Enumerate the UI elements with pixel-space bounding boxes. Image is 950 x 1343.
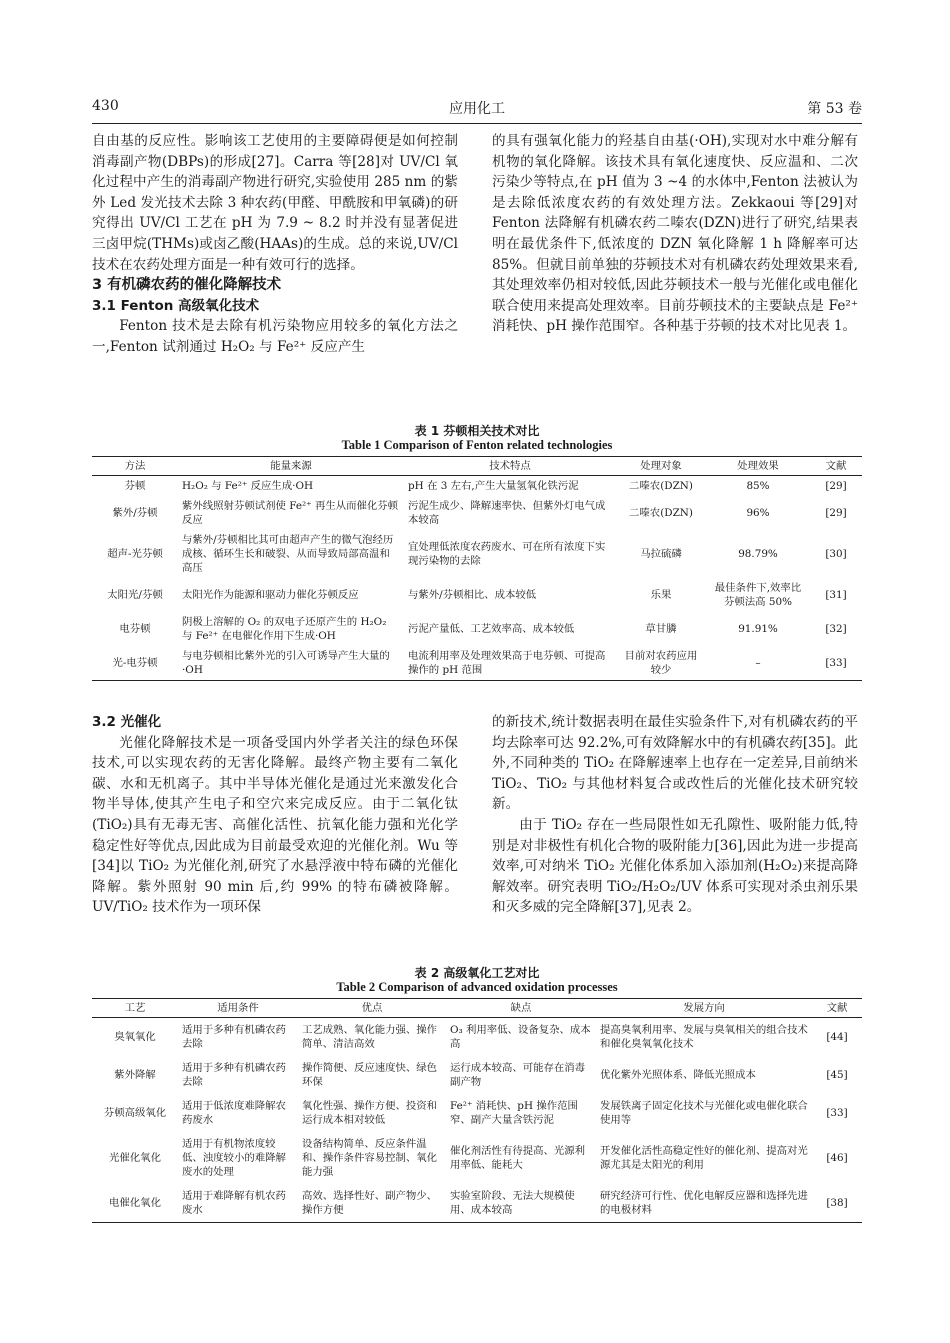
table1-header: 技术特点 xyxy=(404,457,616,476)
table1-header: 方法 xyxy=(92,457,178,476)
table-cell: 适用于有机物浓度较低、浊度较小的难降解废水的处理 xyxy=(182,1138,286,1178)
table-cell: 光-电芬顿 xyxy=(92,646,178,681)
table2-header: 文献 xyxy=(812,999,862,1018)
table-cell: [33] xyxy=(826,1107,848,1119)
volume-label: 第 53 卷 xyxy=(807,101,862,117)
table-cell: 发展铁离子固定化技术与光催化或电催化联合使用等 xyxy=(600,1100,808,1126)
table-cell: 光催化氧化 xyxy=(109,1152,161,1164)
table-cell: 最佳条件下,效率比芬顿法高 50% xyxy=(714,582,802,608)
table1 xyxy=(92,456,862,681)
table-row xyxy=(92,1056,862,1094)
table-cell: 二嗪农(DZN) xyxy=(629,480,693,492)
table-cell: 芬顿高级氧化 xyxy=(103,1107,167,1119)
table-cell: 污泥生成少、降解速率快、但紫外灯电气成本较高 xyxy=(408,500,606,526)
table-cell: 与紫外/芬顿相比其可由超声产生的微气泡经历成核、循环生长和破裂、从而导致局部高温和高压 xyxy=(182,534,394,574)
table-cell: Fe²⁺ 消耗快、pH 操作范围窄、副产大量含铁污泥 xyxy=(450,1100,578,1126)
table-row xyxy=(92,530,862,578)
table2-header: 优点 xyxy=(298,999,446,1018)
table-cell: 高效、选择性好、副产物少、操作方便 xyxy=(298,1184,446,1223)
table-cell: 与电芬顿相比紫外光的引入可诱导产生大量的·OH xyxy=(178,646,404,681)
table2-caption-en: Table 2 Comparison of advanced oxidation processes xyxy=(336,980,618,994)
table1-caption xyxy=(92,424,862,452)
table-cell: 宜处理低浓度农药废水、可在所有浓度下实现污染物的去除 xyxy=(408,541,606,567)
table-cell: pH 在 3 左右,产生大量氢氧化铁污泥 xyxy=(408,480,579,492)
table-cell: 适用于难降解有机农药废水 xyxy=(178,1184,298,1223)
table-cell: 96% xyxy=(746,507,770,519)
table1-header: 文献 xyxy=(810,457,862,476)
table-cell: 臭氧氧化 xyxy=(114,1031,156,1043)
table-cell: [33] xyxy=(810,646,862,681)
paragraph-uvcl: 自由基的反应性。影响该工艺使用的主要障碍便是如何控制消毒副产物(DBPs)的形成[27]。Carra 等[28]对 UV/Cl 氧化过程中产生的消毒副产物进行研究,实验使用 285 nm 的紫外 Led 发光技术去除 3 种农药(甲醛、甲酰胺和甲氧磷)的研究得出 UV/Cl 工艺在 pH 为 7.9 ~ 8.2 时并没有显著促进三卤甲烷(THMs)或卤乙酸(HAAs)的生成。总的来说,UV/Cl 技术在农药处理方面是一种有效可行的选择。 xyxy=(92,133,458,273)
table-cell: 适用于低浓度难降解农药废水 xyxy=(182,1100,286,1126)
table-row xyxy=(92,612,862,646)
table-cell: 紫外线照射芬顿试剂使 Fe²⁺ 再生从而催化芬顿反应 xyxy=(182,500,399,526)
paragraph-fenton-intro: Fenton 技术是去除有机污染物应用较多的氧化方法之一,Fenton 试剂通过 H₂O₂ 与 Fe²⁺ 反应产生 xyxy=(92,318,458,355)
table2-header: 缺点 xyxy=(446,999,596,1018)
table-row xyxy=(92,1018,862,1057)
table-cell: [30] xyxy=(825,548,847,560)
table-cell: 91.91% xyxy=(738,623,778,635)
journal-title: 应用化工 xyxy=(449,101,505,117)
table1-header: 处理对象 xyxy=(616,457,706,476)
left-column-mid xyxy=(92,712,458,918)
table1-caption-en: Table 1 Comparison of Fenton related technologies xyxy=(341,438,613,452)
table-row xyxy=(92,1184,862,1223)
table-cell: [46] xyxy=(826,1152,848,1164)
table1-header: 能量来源 xyxy=(178,457,404,476)
section-3-1-heading: 3.1 Fenton 高级氧化技术 xyxy=(92,297,260,314)
table-cell: 研究经济可行性、优化电解反应器和选择先进的电极材料 xyxy=(596,1184,812,1223)
table-cell: 乐果 xyxy=(650,589,672,601)
table-cell: 目前对农药应用较少 xyxy=(616,646,706,681)
table-cell: – xyxy=(706,646,810,681)
running-header xyxy=(92,98,862,120)
table-row xyxy=(92,578,862,612)
table-row xyxy=(92,496,862,530)
table-cell: [29] xyxy=(825,507,847,519)
table-cell: 85% xyxy=(746,480,770,492)
table-cell: 适用于多种有机磷农药去除 xyxy=(182,1062,286,1088)
table-cell: 工艺成熟、氧化能力强、操作简单、清洁高效 xyxy=(302,1024,438,1050)
table-cell: 运行成本较高、可能存在消毒副产物 xyxy=(450,1062,586,1088)
table-cell: 设备结构简单、反应条件温和、操作条件容易控制、氧化能力强 xyxy=(302,1138,438,1178)
header-rule xyxy=(92,123,862,124)
paragraph-tio2-rate: 的新技术,统计数据表明在最佳实验条件下,对有机磷农药的平均去除率可达 92.2%,可有效降解水中的有机磷农药[35]。此外,不同种类的 TiO₂ 在降解速率上也存在一定差异,目前纳米 TiO₂、TiO₂ 与其他材料复合或改性后的光催化技术研究较新。 xyxy=(492,714,858,813)
table-cell: 催化剂活性有待提高、光源利用率低、能耗大 xyxy=(450,1145,586,1171)
table-cell: [38] xyxy=(812,1184,862,1223)
table-cell: 实验室阶段、无法大规模使用、成本较高 xyxy=(446,1184,596,1223)
table-cell: [44] xyxy=(826,1031,848,1043)
table-cell: O₃ 利用率低、设备复杂、成本高 xyxy=(450,1024,591,1050)
table-cell: 污泥产量低、工艺效率高、成本较低 xyxy=(408,623,575,635)
table-cell: 二嗪农(DZN) xyxy=(629,507,693,519)
table-cell: 草甘膦 xyxy=(645,623,677,635)
right-column-top xyxy=(492,131,858,337)
table-row xyxy=(92,476,862,497)
table-cell: [45] xyxy=(826,1069,848,1081)
table2-caption-cn: 表 2 高级氧化工艺对比 xyxy=(414,966,540,980)
table-cell: 太阳光/芬顿 xyxy=(107,589,163,601)
table-cell: 电催化氧化 xyxy=(92,1184,178,1223)
table-cell: 与紫外/芬顿相比、成本较低 xyxy=(408,589,537,601)
table-cell: 太阳光作为能源和驱动力催化芬顿反应 xyxy=(182,589,359,601)
table-cell: 提高臭氧利用率、发展与臭氧相关的组合技术和催化臭氧氧化技术 xyxy=(600,1024,808,1050)
table1-header-row xyxy=(92,457,862,476)
table-cell: 阴极上溶解的 O₂ 的双电子还原产生的 H₂O₂ 与 Fe²⁺ 在电催化作用下生成·OH xyxy=(182,616,387,642)
table-cell: 电流利用率及处理效果高于电芬顿、可提高操作的 pH 范围 xyxy=(404,646,616,681)
table-cell: [32] xyxy=(825,623,847,635)
left-column-top xyxy=(92,131,458,358)
table-cell: 紫外降解 xyxy=(114,1069,156,1081)
section-3-2-heading: 3.2 光催化 xyxy=(92,714,162,730)
table-cell: 芬顿 xyxy=(124,480,146,492)
table-cell: [31] xyxy=(825,589,847,601)
table-cell: 电芬顿 xyxy=(119,623,151,635)
table-cell: H₂O₂ 与 Fe²⁺ 反应生成·OH xyxy=(182,480,314,492)
section-3-heading: 3 有机磷农药的催化降解技术 xyxy=(92,277,282,294)
table-row xyxy=(92,646,862,681)
table-row xyxy=(92,1132,862,1184)
paragraph-tio2-additive: 由于 TiO₂ 存在一些局限性如无孔隙性、吸附能力低,特别是对非极性有机化合物的吸附能力[36],因此为进一步提高效率,可对纳米 TiO₂ 光催化体系加入添加剂(H₂O₂)来提高降解效率。研究表明 TiO₂/H₂O₂/UV 体系可实现对杀虫剂乐果和灭多威的完全降解[37],见表 2。 xyxy=(492,816,858,916)
table1-caption-cn: 表 1 芬顿相关技术对比 xyxy=(414,424,540,438)
table2-caption xyxy=(92,966,862,994)
table2-header: 发展方向 xyxy=(596,999,812,1018)
table2-header: 工艺 xyxy=(92,999,178,1018)
table-cell: 98.79% xyxy=(738,548,778,560)
right-column-mid xyxy=(492,712,858,918)
paragraph-photocatalysis: 光催化降解技术是一项备受国内外学者关注的绿色环保技术,可以实现农药的无害化降解。最终产物主要有二氧化碳、水和无机离子。其中半导体光催化是通过光来激发化合物半导体,使其产生电子和空穴来完成反应。由于二氧化钛(TiO₂)具有无毒无害、高催化活性、抗氧化能力强和光化学稳定性好等优点,因此成为目前最受欢迎的光催化剂。Wu 等[34]以 TiO₂ 为光催化剂,研究了水悬浮液中特布磷的光催化降解。紫外照射 90 min 后,约 99% 的特布磷被降解。UV/TiO₂ 技术作为一项环保 xyxy=(92,734,458,916)
table-row xyxy=(92,1094,862,1132)
table-cell: 操作简便、反应速度快、绿色环保 xyxy=(302,1062,438,1088)
table-cell: 适用于多种有机磷农药去除 xyxy=(182,1024,286,1050)
table2 xyxy=(92,998,862,1223)
table2-header-row xyxy=(92,999,862,1018)
table-cell: 开发催化活性高稳定性好的催化剂、提高对光源尤其是太阳光的利用 xyxy=(600,1145,808,1171)
table1-header: 处理效果 xyxy=(706,457,810,476)
table-cell: [29] xyxy=(825,480,847,492)
page-number: 430 xyxy=(92,98,119,114)
table-cell: 氧化性强、操作方便、投资和运行成本相对较低 xyxy=(302,1100,438,1126)
table-cell: 优化紫外光照体系、降低光照成本 xyxy=(600,1069,756,1081)
table-cell: 超声-光芬顿 xyxy=(107,548,163,560)
table-cell: 马拉硫磷 xyxy=(640,548,682,560)
table2-header: 适用条件 xyxy=(178,999,298,1018)
paragraph-fenton-detail: 的具有强氧化能力的羟基自由基(·OH),实现对水中难分解有机物的氧化降解。该技术具有氧化速度快、反应温和、二次污染少等特点,在 pH 值为 3 ~4 的水体中,Fenton 法被认为是去除低浓度农药的有效处理方法。Zekkaoui 等[29]对 Fenton 法降解有机磷农药二嗪农(DZN)进行了研究,结果表明在最优条件下,低浓度的 DZN 氧化降解 1 h 降解率可达 85%。但就目前单独的芬顿技术对有机磷农药处理效果来看,其处理效率仍相对较低,因此芬顿技术一般与光催化或电催化联合使用来提高处理效率。目前芬顿技术的主要缺点是 Fe²⁺ 消耗快、pH 操作范围窄。各种基于芬顿的技术对比见表 1。 xyxy=(492,133,858,335)
table-cell: 紫外/芬顿 xyxy=(112,507,158,519)
